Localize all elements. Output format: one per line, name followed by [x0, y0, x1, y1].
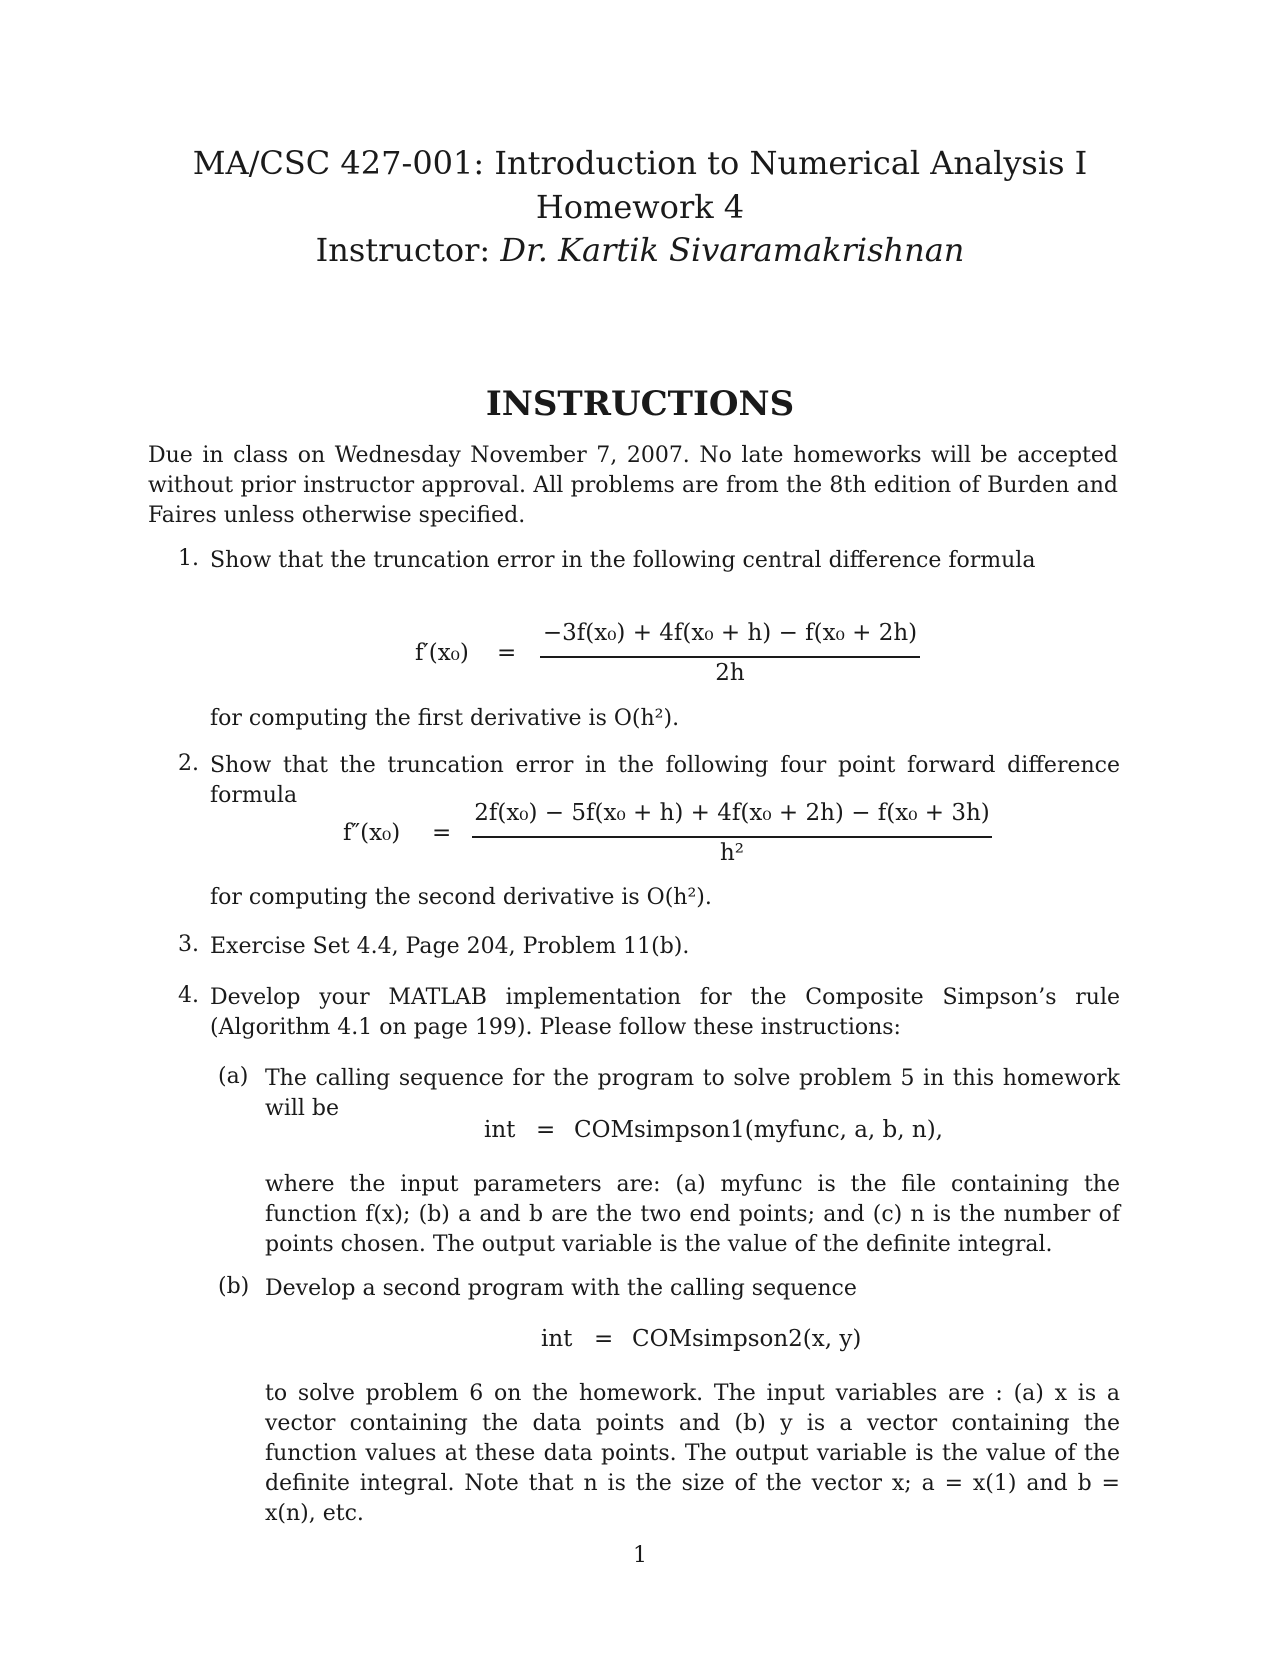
problem-4-text: Develop your MATLAB implementation for the Composite Simpson’s rule (Algorithm 4.1 on page 199). Please follow these instructions: — [210, 985, 1120, 1040]
homework-title: Homework 4 — [535, 188, 745, 226]
part-a-eq-rhs: COMsimpson1(myfunc, a, b, n), — [574, 1117, 943, 1143]
part-b-text: Develop a second program with the calling sequence — [265, 1276, 857, 1301]
problem-2-denominator: h² — [719, 840, 745, 866]
problem-1-eq-rel: = — [497, 640, 517, 666]
part-a-text: The calling sequence for the program to solve problem 5 in this homework will be — [265, 1066, 1120, 1121]
problem-2-numerator: 2f(x₀) − 5f(x₀ + h) + 4f(x₀ + 2h) − f(x₀ + 3h) — [474, 800, 990, 826]
part-a-eq-rel: = — [536, 1117, 556, 1143]
instructor-label: Instructor: — [315, 231, 491, 269]
course-title: MA/CSC 427-001: Introduction to Numerical Analysis I — [192, 144, 1088, 182]
problem-2-fraction-bar — [472, 836, 992, 838]
part-b-label: (b) — [218, 1274, 250, 1299]
problem-2-eq-lhs: f″(x₀) — [343, 820, 401, 846]
page-number: 1 — [633, 1543, 647, 1568]
instructions-heading: INSTRUCTIONS — [485, 384, 795, 424]
problem-2-after: for computing the second derivative is O(h²). — [210, 885, 712, 910]
part-a-label: (a) — [218, 1064, 249, 1089]
part-b-eq-rhs: COMsimpson2(x, y) — [632, 1326, 862, 1352]
problem-3-number: 3. — [178, 932, 199, 957]
problem-1-number: 1. — [178, 546, 199, 571]
instructions-paragraph: Due in class on Wednesday November 7, 2007. No late homeworks will be accepted without prior instructor approval. All problems are from the 8th edition of Burden and Faires unless otherwise specified. — [148, 443, 1118, 528]
problem-1-text: Show that the truncation error in the following central difference formula — [210, 548, 1036, 573]
problem-3-text: Exercise Set 4.4, Page 204, Problem 11(b). — [210, 934, 690, 959]
problem-2-number: 2. — [178, 751, 199, 776]
instructor-name: Dr. Kartik Sivaramakrishnan — [500, 231, 965, 269]
part-b-eq-rel: = — [594, 1326, 614, 1352]
problem-2-text: Show that the truncation error in the following four point forward difference formula — [210, 753, 1120, 808]
instructor-line — [0, 229, 1280, 271]
problem-1-fraction-bar — [540, 656, 920, 658]
part-b-after: to solve problem 6 on the homework. The input variables are : (a) x is a vector containing the data points and (b) y is a vector containing the function values at these data points. The output variable is the value of the definite integral. Note that n is the size of the vector x; a = x(1) and b = x(n), etc. — [265, 1381, 1120, 1526]
problem-1-numerator: −3f(x₀) + 4f(x₀ + h) − f(x₀ + 2h) — [542, 620, 918, 646]
problem-2-eq-rel: = — [432, 820, 452, 846]
problem-1-eq-lhs: f′(x₀) — [415, 640, 469, 666]
problem-1-denominator: 2h — [715, 660, 745, 686]
part-b-eq-lhs: int — [541, 1326, 573, 1352]
part-a-eq-lhs: int — [484, 1117, 516, 1143]
part-a-after: where the input parameters are: (a) myfunc is the file containing the function f(x); (b) a and b are the two end points; and (c) n is the number of points chosen. The output variable is the value of the definite integral. — [265, 1172, 1120, 1257]
problem-4-number: 4. — [178, 983, 199, 1008]
problem-1-after: for computing the first derivative is O(h²). — [210, 706, 680, 731]
